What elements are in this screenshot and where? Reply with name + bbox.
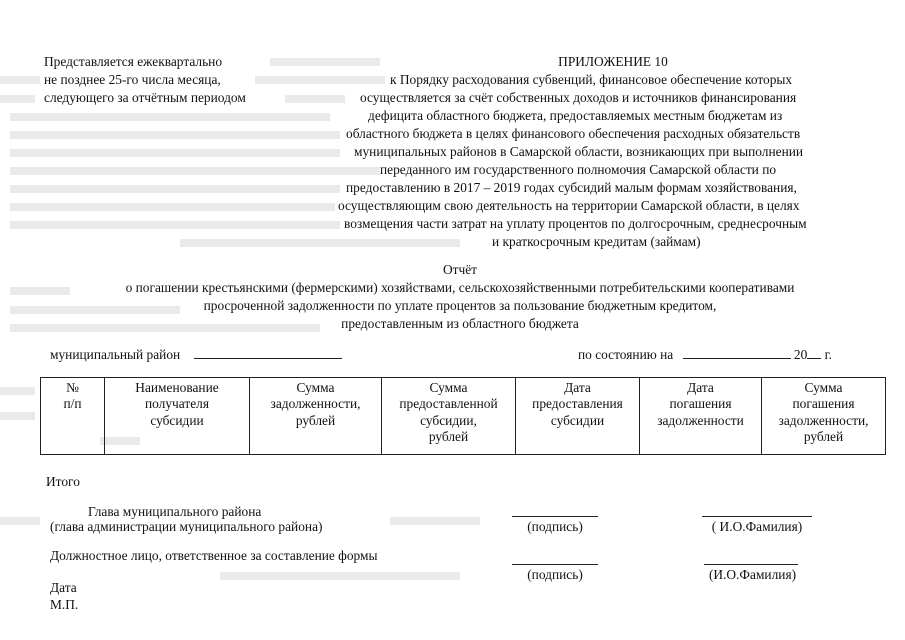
column-header-repayment-date: Дата погашения задолженности: [640, 378, 762, 455]
official-name-caption: (И.О.Фамилия): [708, 567, 797, 582]
as-of-row: [578, 346, 832, 364]
stamp-label: М.П.: [50, 597, 79, 612]
official-title: Должностное лицо, ответственное за составление формы: [50, 548, 378, 563]
appendix-line: осуществляющим свою деятельность на территории Самарской области, в целях: [338, 198, 800, 213]
column-header-subsidy-amount: Сумма предоставленной субсидии, рублей: [382, 378, 516, 455]
report-subtitle-line: о погашении крестьянскими (фермерскими) хозяйствами, сельскохозяйственными потребительскими кооперативами: [125, 280, 795, 295]
appendix-line: дефицита областного бюджета, предоставляемых местным бюджетам из: [368, 108, 783, 123]
column-header-number: № п/п: [41, 378, 105, 455]
official-name-line[interactable]: [704, 564, 798, 565]
as-of-year-suffix: г.: [824, 347, 833, 362]
as-of-date-field[interactable]: [683, 346, 791, 359]
total-label: Итого: [46, 474, 80, 489]
appendix-line: возмещения части затрат на уплату процентов по долгосрочным, среднесрочным: [344, 216, 807, 231]
column-header-debt-amount: Сумма задолженности, рублей: [250, 378, 382, 455]
date-label: Дата: [50, 580, 77, 595]
official-signature-line[interactable]: [512, 564, 598, 565]
head-signature-line[interactable]: [512, 516, 598, 517]
column-header-recipient: Наименование получателя субсидии: [105, 378, 250, 455]
head-signature-caption: (подпись): [527, 519, 583, 534]
district-field[interactable]: [194, 346, 342, 359]
head-title: Глава муниципального района: [88, 504, 262, 519]
appendix-line: муниципальных районов в Самарской области, возникающих при выполнении: [354, 144, 804, 159]
report-subtitle-line: просроченной задолженности по уплате процентов за пользование бюджетным кредитом,: [203, 298, 717, 313]
report-subtitle-line: предоставленным из областного бюджета: [341, 316, 579, 331]
as-of-year-prefix: 20: [793, 347, 808, 362]
submission-note-line: не позднее 25-го числа месяца,: [44, 72, 221, 87]
submission-note-line: Представляется ежеквартально: [44, 54, 223, 69]
appendix-line: областного бюджета в целях финансового обеспечения расходных обязательств: [346, 126, 801, 141]
submission-note-line: следующего за отчётным периодом: [44, 90, 246, 105]
official-signature-caption: (подпись): [527, 567, 583, 582]
appendix-line: предоставлению в 2017 – 2019 годах субсидий малым формам хозяйствования,: [346, 180, 797, 195]
appendix-title: ПРИЛОЖЕНИЕ 10: [558, 54, 668, 69]
table-header-row: [41, 378, 886, 455]
appendix-line: и краткосрочным кредитам (займам): [492, 234, 701, 249]
district-label: муниципальный район: [50, 347, 181, 362]
appendix-line: осуществляется за счёт собственных доходов и источников финансирования: [360, 90, 797, 105]
as-of-label: по состоянию на: [578, 347, 674, 362]
head-title-alt: (глава администрации муниципального района): [50, 519, 323, 534]
report-title: Отчёт: [442, 262, 478, 277]
head-name-line[interactable]: [702, 516, 812, 517]
column-header-subsidy-date: Дата предоставления субсидии: [516, 378, 640, 455]
district-row: [50, 346, 342, 364]
report-table: [40, 377, 886, 455]
appendix-line: переданного им государственного полномочия Самарской области по: [380, 162, 777, 177]
as-of-year-field[interactable]: [807, 346, 821, 359]
column-header-repayment-amount: Сумма погашения задолженности, рублей: [762, 378, 886, 455]
appendix-line: к Порядку расходования субвенций, финансовое обеспечение которых: [390, 72, 793, 87]
head-name-caption: ( И.О.Фамилия): [711, 519, 803, 534]
